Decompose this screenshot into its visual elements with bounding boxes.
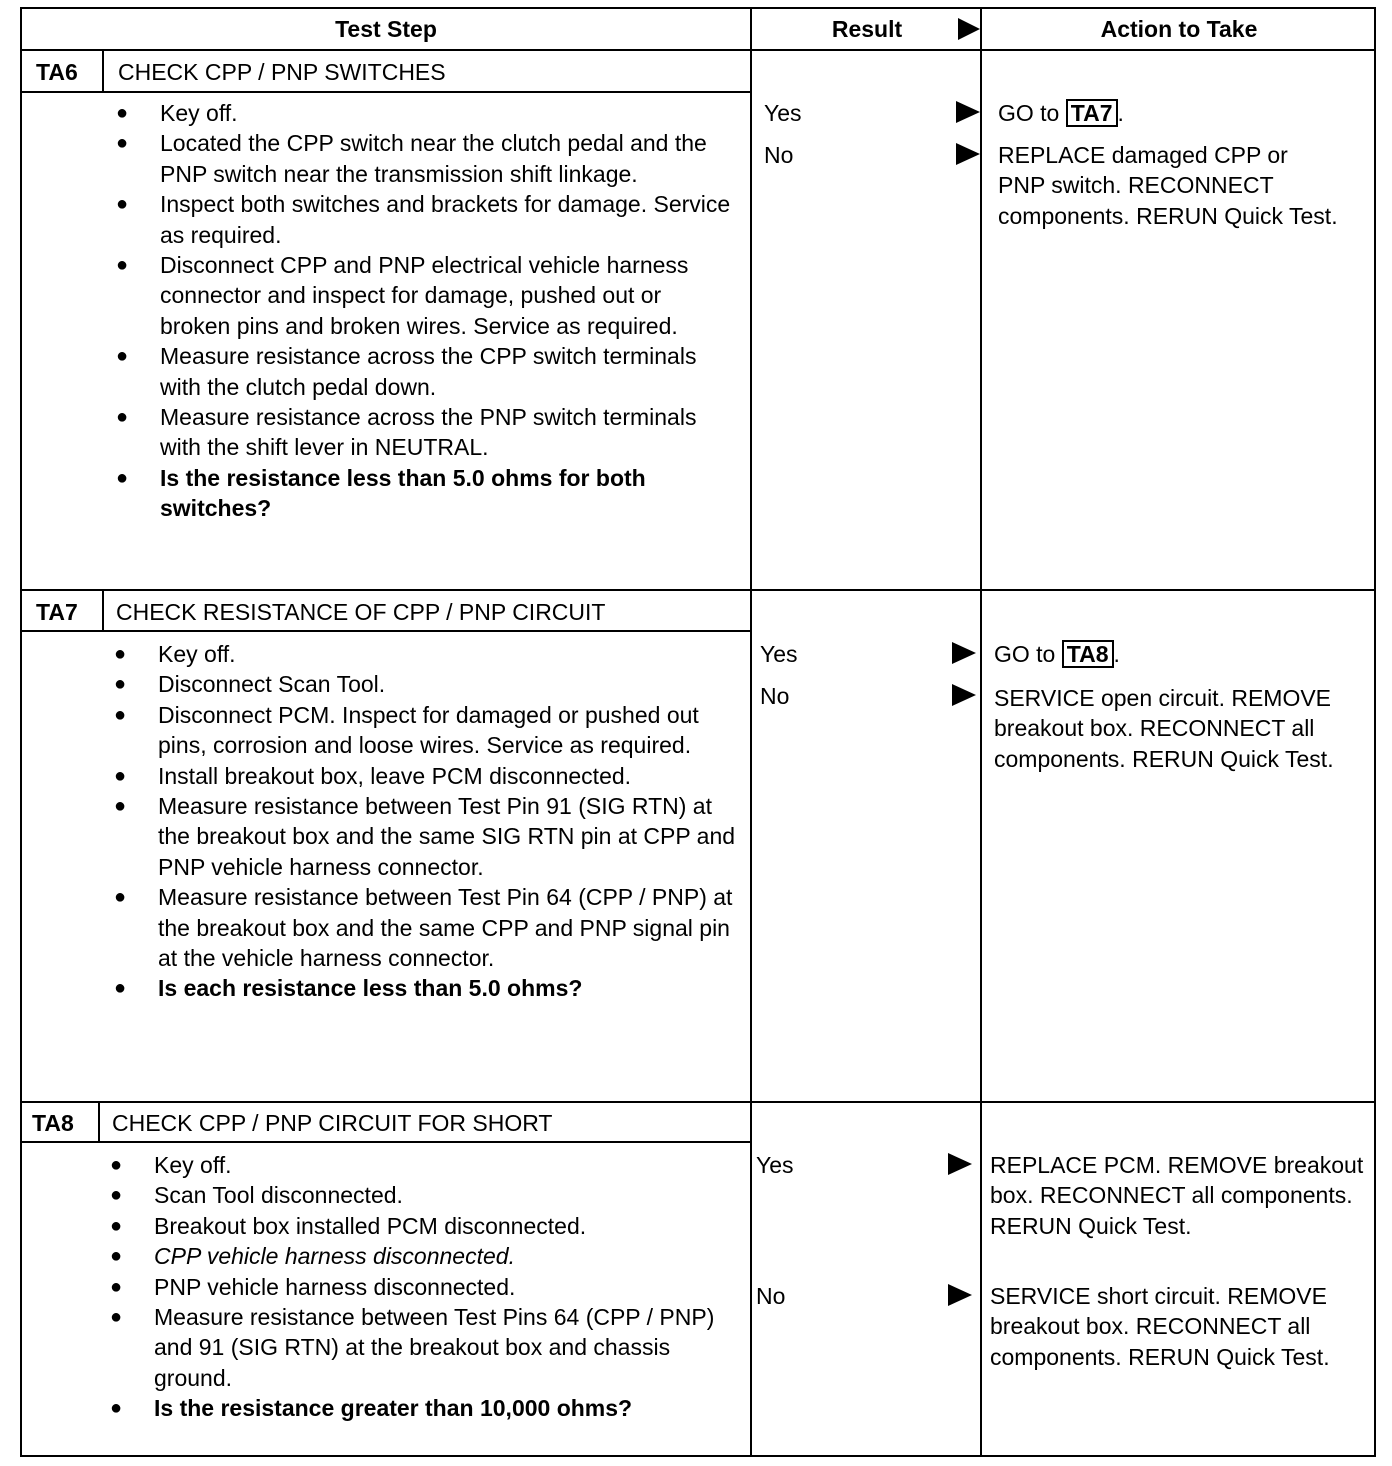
list-item: ● Measure resistance across the CPP switch terminals with the clutch pedal down. bbox=[116, 341, 736, 402]
header-arrow-icon bbox=[958, 18, 980, 40]
ta8-steps bbox=[110, 1150, 730, 1424]
ta6-yes-label: Yes bbox=[764, 100, 802, 126]
ta8-code-divider bbox=[98, 1101, 100, 1143]
list-item: ● Disconnect Scan Tool. bbox=[114, 669, 738, 699]
ta7-yes-action bbox=[994, 639, 1364, 669]
ta7-code-divider bbox=[102, 589, 104, 631]
ta6-yes-action bbox=[998, 98, 1358, 128]
ta7-no-arrow-icon bbox=[952, 684, 976, 706]
ta8-title: CHECK CPP / PNP CIRCUIT FOR SHORT bbox=[112, 1110, 553, 1136]
ta8-no-arrow-icon bbox=[948, 1284, 972, 1306]
ta8-section-divider-action bbox=[980, 1101, 1374, 1103]
ta8-no-label: No bbox=[756, 1283, 786, 1309]
ta6-goto-ta7-link[interactable]: TA7 bbox=[1066, 99, 1118, 127]
ta7-title: CHECK RESISTANCE OF CPP / PNP CIRCUIT bbox=[116, 599, 606, 625]
list-item: ● Measure resistance between Test Pin 64 (CPP / PNP) at the breakout box and the same CPP and PNP signal pin at the vehicle harness connector. bbox=[114, 882, 738, 973]
ta6-code: TA6 bbox=[36, 59, 78, 85]
ta6-steps bbox=[116, 98, 736, 524]
list-item: ● Key off. bbox=[110, 1150, 730, 1180]
ta7-code: TA7 bbox=[36, 599, 78, 625]
list-item: ● PNP vehicle harness disconnected. bbox=[110, 1272, 730, 1302]
ta7-steps bbox=[114, 639, 738, 1004]
ta6-no-action: REPLACE damaged CPP or PNP switch. RECONNECT components. RERUN Quick Test. bbox=[998, 142, 1338, 229]
list-item: ● CPP vehicle harness disconnected. bbox=[110, 1241, 730, 1271]
goto-suffix: . bbox=[1117, 100, 1124, 126]
ta6-no-label: No bbox=[764, 142, 794, 168]
list-item: ● Inspect both switches and brackets for damage. Service as required. bbox=[116, 189, 736, 250]
ta7-section-divider-action bbox=[980, 589, 1374, 591]
ta7-title-divider bbox=[22, 630, 750, 632]
header-result: Result bbox=[831, 15, 903, 42]
ta7-yes-arrow-icon bbox=[952, 642, 976, 664]
list-item: ● Key off. bbox=[116, 98, 736, 128]
list-item: ● Disconnect CPP and PNP electrical vehicle harness connector and inspect for damage, pushed out or broken pins and broken wires. Service as required. bbox=[116, 250, 736, 341]
list-item: ● Disconnect PCM. Inspect for damaged or pushed out pins, corrosion and loose wires. Service as required. bbox=[114, 700, 738, 761]
header-divider bbox=[22, 49, 1374, 51]
column-divider-action bbox=[980, 9, 982, 1455]
ta8-code: TA8 bbox=[32, 1110, 74, 1136]
ta7-no-label: No bbox=[760, 683, 790, 709]
list-item: ● Is each resistance less than 5.0 ohms? bbox=[114, 973, 738, 1003]
ta6-no-arrow-icon bbox=[956, 143, 980, 165]
ta7-section-divider bbox=[22, 589, 982, 591]
goto-prefix: GO to bbox=[994, 641, 1056, 667]
header-action: Action to Take bbox=[1100, 15, 1258, 42]
list-item: ● Is the resistance greater than 10,000 ohms? bbox=[110, 1393, 730, 1423]
list-item: ● Scan Tool disconnected. bbox=[110, 1180, 730, 1210]
ta7-goto-ta8-link[interactable]: TA8 bbox=[1062, 640, 1114, 668]
ta8-title-divider bbox=[22, 1141, 750, 1143]
column-divider-result bbox=[750, 9, 752, 1455]
ta6-code-divider bbox=[102, 49, 104, 91]
list-item: ● Breakout box installed PCM disconnected. bbox=[110, 1211, 730, 1241]
list-item: ● Install breakout box, leave PCM disconnected. bbox=[114, 761, 738, 791]
diagnostic-table bbox=[20, 7, 1376, 1457]
ta7-no-action: SERVICE open circuit. REMOVE breakout box. RECONNECT all components. RERUN Quick Test. bbox=[994, 685, 1334, 772]
ta6-title-divider bbox=[22, 91, 750, 93]
goto-prefix: GO to bbox=[998, 100, 1060, 126]
ta6-yes-arrow-icon bbox=[956, 101, 980, 123]
list-item: ● Is the resistance less than 5.0 ohms for both switches? bbox=[116, 463, 736, 524]
ta8-section-divider bbox=[22, 1101, 982, 1103]
list-item: ● Located the CPP switch near the clutch pedal and the PNP switch near the transmission shift linkage. bbox=[116, 128, 736, 189]
ta8-no-action: SERVICE short circuit. REMOVE breakout box. RECONNECT all components. RERUN Quick Test. bbox=[990, 1283, 1330, 1370]
list-item: ● Measure resistance between Test Pins 64 (CPP / PNP) and 91 (SIG RTN) at the breakout box and chassis ground. bbox=[110, 1302, 730, 1393]
header-test-step: Test Step bbox=[335, 15, 437, 42]
list-item: ● Measure resistance between Test Pin 91 (SIG RTN) at the breakout box and the same SIG RTN pin at CPP and PNP vehicle harness connector. bbox=[114, 791, 738, 882]
ta6-title: CHECK CPP / PNP SWITCHES bbox=[118, 59, 446, 85]
ta8-yes-action: REPLACE PCM. REMOVE breakout box. RECONNECT all components. RERUN Quick Test. bbox=[990, 1152, 1364, 1239]
list-item: ● Measure resistance across the PNP switch terminals with the shift lever in NEUTRAL. bbox=[116, 402, 736, 463]
goto-suffix: . bbox=[1113, 641, 1120, 667]
ta8-yes-arrow-icon bbox=[948, 1153, 972, 1175]
ta7-yes-label: Yes bbox=[760, 641, 798, 667]
list-item: ● Key off. bbox=[114, 639, 738, 669]
ta8-yes-label: Yes bbox=[756, 1152, 794, 1178]
